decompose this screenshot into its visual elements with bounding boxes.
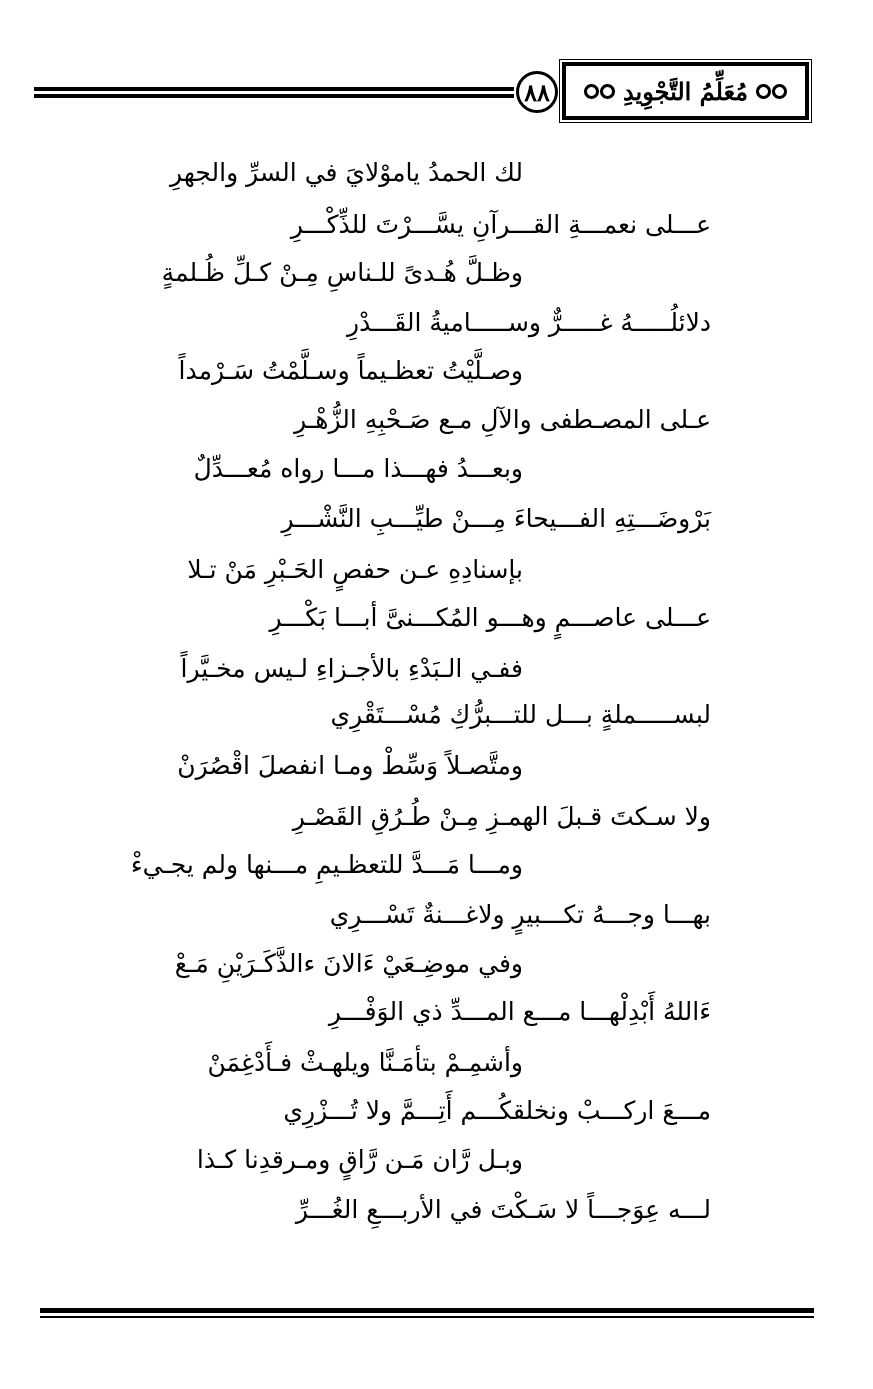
page-number: ٨٨ (516, 71, 558, 113)
verse-line: ففـي الـبَدْءِ بالأجـزاءِ لـيس مخـيَّراً (180, 654, 523, 683)
verse-line: لك الحمدُ ياموْلايَ في السرِّ والجهرِ (170, 158, 523, 187)
verse-line: ومـــا مَـــدَّ للتعظـيمِ مـــنها ولم يجـيءْ (130, 850, 523, 879)
ring-ornament-icon (600, 84, 615, 99)
verse-line: ومتَّصـلاً وَسِّطْ ومـا انفصلَ اقْصُرَنْ (177, 751, 523, 780)
verse-line: لـــه عِوَجـــاً لا سَـكْتَ في الأربـــعِ الغُـــرِّ (295, 1195, 711, 1224)
verse-line: وفي موضِـعَيْ ءَالانَ ءالذَّكَـرَيْنِ مَـعْ (174, 949, 523, 978)
verse-line: عـــلى عاصـــمٍ وهـــو المُكـــنىَّ أبـــا بَكْـــرِ (269, 603, 711, 632)
ornament-rings-right (756, 84, 787, 99)
ring-ornament-icon (756, 84, 771, 99)
running-title-box (562, 62, 809, 120)
verse-line: وأشمِـمْ بتأمَـنَّا ويلهـثْ فـأَدْغِمَنْ (207, 1048, 523, 1077)
verse-line: دلائلُـــــهُ غـــــرٌّ وســـــاميةُ القَـــدْرِ (347, 308, 711, 337)
verse-line: عـــلى نعمـــةِ القـــرآنِ يسَّـــرْتَ للذِّكْـــرِ (290, 210, 711, 239)
verse-line: ءَاللهُ أَبْدِلْهـــا مـــع المـــدِّ ذي الوَفْـــرِ (328, 997, 711, 1026)
verse-line: لبســـــملةٍ بـــل للتـــبرُّكِ مُسْـــتَقْرِي (330, 700, 711, 729)
verse-line: بَرْوضَـــتِهِ الفـــيحاءَ مِـــنْ طيِّـــبِ النَّشْـــرِ (281, 504, 711, 533)
verse-line: وبـل رَّان مَـن رَّاقٍ ومـرقدِنا كـذا (196, 1145, 523, 1174)
verse-line: وظـلَّ هُـدىً للـناسِ مِـنْ كـلِّ ظُـلمةٍ (161, 258, 523, 287)
footer-rule (40, 1308, 814, 1318)
ring-ornament-icon (584, 84, 599, 99)
verse-line: وصـلَّيْتُ تعظـيماً وسـلَّمْتُ سَـرْمداً (178, 356, 523, 385)
ring-ornament-icon (772, 84, 787, 99)
verse-line: بإسنادِهِ عـن حفصٍ الحَـبْرِ مَنْ تـلا (187, 555, 523, 584)
header-rule (34, 87, 514, 98)
verse-line: وبعـــدُ فهـــذا مـــا رواه مُعـــدِّلٌ (193, 454, 523, 483)
verse-line: عـلى المصـطفى والآلِ مـع صَـحْبِهِ الزُّهْـرِ (294, 405, 711, 434)
verse-line: بهـــا وجـــهُ تكـــبيرٍ ولاغـــنةٌ تَسْـــرِي (329, 900, 711, 929)
running-title: مُعَلِّمُ التَّجْوِيدِ (622, 76, 749, 106)
ornament-rings-left (584, 84, 615, 99)
verse-line: ولا سـكتَ قـبلَ الهمـزِ مِـنْ طُـرُقِ القَصْـرِ (292, 802, 711, 831)
verse-line: مـــعَ اركـــبْ ونخلقكُـــم أَتِـــمَّ ولا تُـــزْرِي (283, 1096, 711, 1125)
